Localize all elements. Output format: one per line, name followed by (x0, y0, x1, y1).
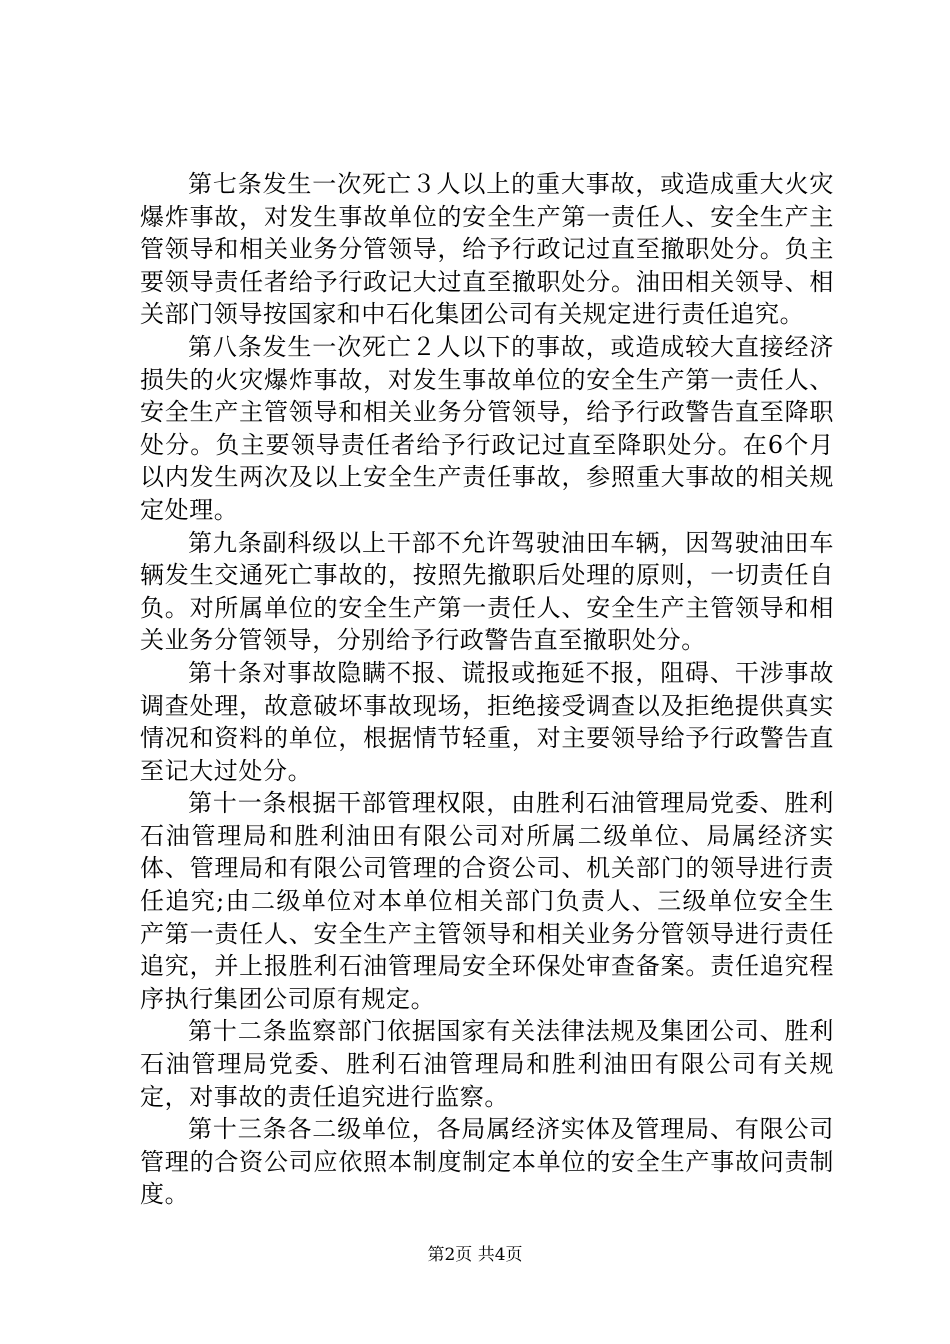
article-7-paragraph: 第七条发生一次死亡３人以上的重大事故，或造成重大火灾爆炸事故，对发生事故单位的安全生产第一责任人、安全生产主管领导和相关业务分管领导，给予行政记过直至撤职处分。负主要领导责任者给予行政记大过直至撤职处分。油田相关领导、相关部门领导按国家和中石化集团公司有关规定进行责任追究。 (140, 170, 834, 329)
article-10-paragraph: 第十条对事故隐瞒不报、谎报或拖延不报，阻碍、干涉事故调查处理，故意破坏事故现场，拒绝接受调查以及拒绝提供真实情况和资料的单位，根据情节轻重，对主要领导给予行政警告直至记大过处分。 (140, 658, 834, 785)
article-8-paragraph: 第八条发生一次死亡２人以下的事故，或造成较大直接经济损失的火灾爆炸事故，对发生事故单位的安全生产第一责任人、安全生产主管领导和相关业务分管领导，给予行政警告直至降职处分。负主要领导责任者给予行政记过直至降职处分。在6个月以内发生两次及以上安全生产责任事故，参照重大事故的相关规定处理。 (140, 332, 834, 524)
article-11-paragraph: 第十一条根据干部管理权限，由胜利石油管理局党委、胜利石油管理局和胜利油田有限公司对所属二级单位、局属经济实体、管理局和有限公司管理的合资公司、机关部门的领导进行责任追究;由二级单位对本单位相关部门负责人、三级单位安全生产第一责任人、安全生产主管领导和相关业务分管领导进行责任追究，并上报胜利石油管理局安全环保处审查备案。责任追究程序执行集团公司原有规定。 (140, 789, 834, 1013)
page-footer: 第2页 共4页 (427, 1245, 523, 1265)
article-12-paragraph: 第十二条监察部门依据国家有关法律法规及集团公司、胜利石油管理局党委、胜利石油管理局和胜利油田有限公司有关规定，对事故的责任追究进行监察。 (140, 1017, 834, 1111)
document-body (140, 168, 834, 1211)
article-9-paragraph: 第九条副科级以上干部不允许驾驶油田车辆，因驾驶油田车辆发生交通死亡事故的，按照先撤职后处理的原则，一切责任自负。对所属单位的安全生产第一责任人、安全生产主管领导和相关业务分管领导，分别给予行政警告直至撤职处分。 (140, 528, 834, 655)
article-13-paragraph: 第十三条各二级单位，各局属经济实体及管理局、有限公司管理的合资公司应依照本制度制定本单位的安全生产事故问责制度。 (140, 1115, 834, 1209)
